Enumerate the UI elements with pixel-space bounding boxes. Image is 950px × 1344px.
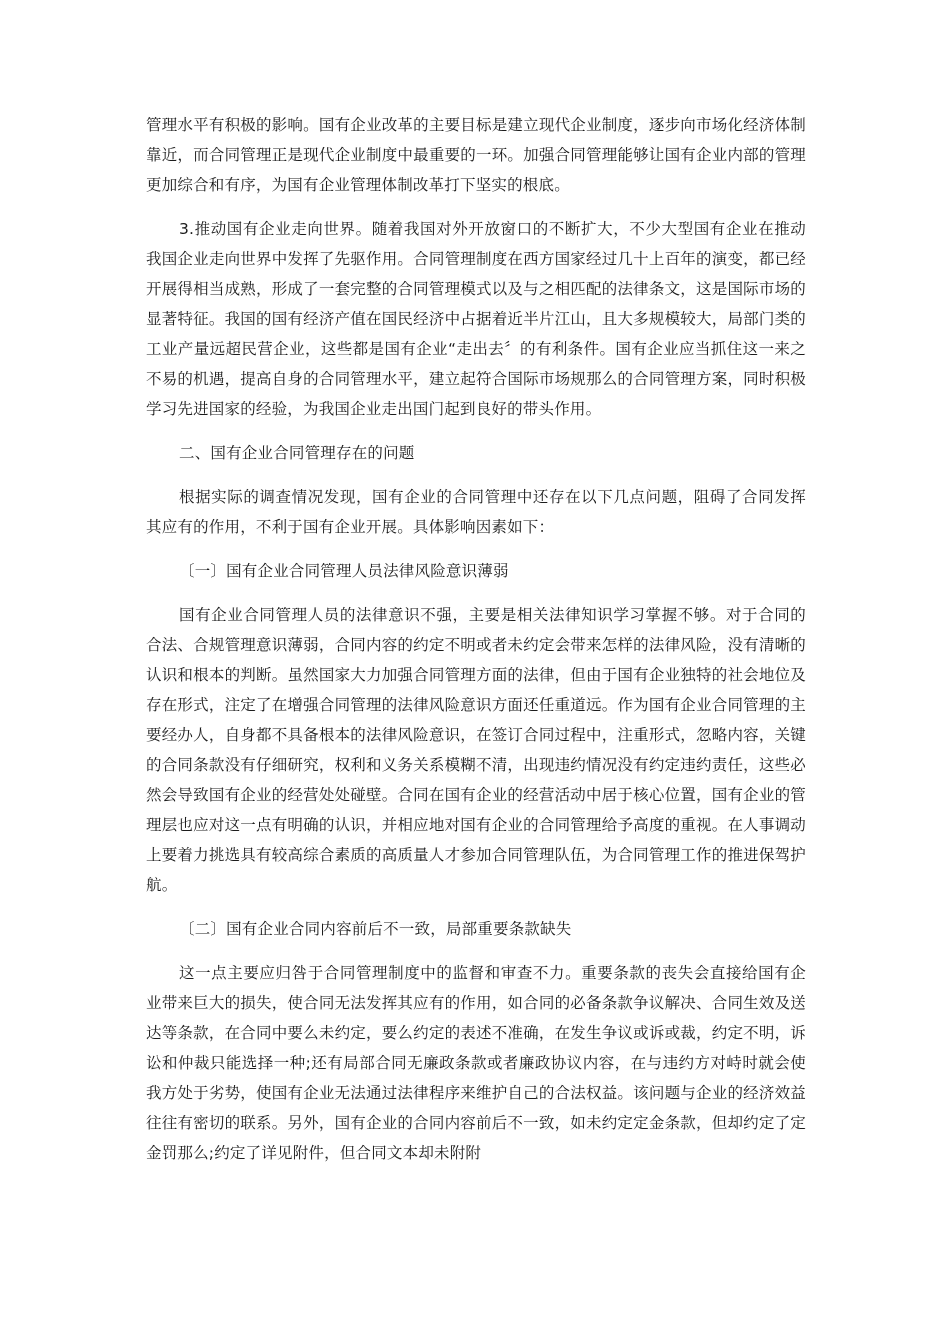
paragraph-continuation: 管理水平有积极的影响。国有企业改革的主要目标是建立现代企业制度，逐步向市场化经济体制靠近，而合同管理正是现代企业制度中最重要的一环。加强合同管理能够让国有企业内部的管理更加综合和有序，为国有企业管理体制改革打下坚实的根底。 — [146, 116, 806, 194]
paragraph-survey-intro: 根据实际的调查情况发现，国有企业的合同管理中还存在以下几点问题，阻碍了合同发挥其应有的作用，不利于国有企业开展。具体影响因素如下： — [146, 488, 806, 536]
subsection-heading-inconsistency: 〔二〕国有企业合同内容前后不一致，局部重要条款缺失 — [179, 920, 572, 938]
document-body — [146, 110, 806, 1182]
subsection-heading-legal-risk: 〔一〕国有企业合同管理人员法律风险意识薄弱 — [179, 562, 509, 580]
paragraph-legal-risk: 国有企业合同管理人员的法律意识不强，主要是相关法律知识学习掌握不够。对于合同的合法、合规管理意识薄弱，合同内容的约定不明或者未约定会带来怎样的法律风险，没有清晰的认识和根本的判断。虽然国家大力加强合同管理方面的法律，但由于国有企业独特的社会地位及存在形式，注定了在增强合同管理的法律风险意识方面还任重道远。作为国有企业合同管理的主要经办人，自身都不具备根本的法律风险意识，在签订合同过程中，注重形式，忽略内容，关键的合同条款没有仔细研究，权利和义务关系模糊不清，出现违约情况没有约定违约责任，这些必然会导致国有企业的经营处处碰壁。合同在国有企业的经营活动中居于核心位置，国有企业的管理层也应对这一点有明确的认识，并相应地对国有企业的合同管理给予高度的重视。在人事调动上要着力挑选具有较高综合素质的高质量人才参加合同管理队伍，为合同管理工作的推进保驾护航。 — [146, 606, 806, 894]
section-heading-problems: 二、国有企业合同管理存在的问题 — [179, 444, 415, 462]
paragraph-going-global: 3.推动国有企业走向世界。随着我国对外开放窗口的不断扩大，不少大型国有企业在推动我国企业走向世界中发挥了先驱作用。合同管理制度在西方国家经过几十上百年的演变，都已经开展得相当成熟，形成了一套完整的合同管理模式以及与之相匹配的法律条文，这是国际市场的显著特征。我国的国有经济产值在国民经济中占据着近半片江山，且大多规模较大，局部门类的工业产量远超民营企业，这些都是国有企业“走出去〞的有利条件。国有企业应当抓住这一来之不易的机遇，提高自身的合同管理水平，建立起符合国际市场规那么的合同管理方案，同时积极学习先进国家的经验，为我国企业走出国门起到良好的带头作用。 — [146, 220, 806, 418]
paragraph-inconsistency: 这一点主要应归咎于合同管理制度中的监督和审查不力。重要条款的丧失会直接给国有企业带来巨大的损失，使合同无法发挥其应有的作用，如合同的必备条款争议解决、合同生效及送达等条款，在合同中要么未约定，要么约定的表述不准确，在发生争议或诉或裁，约定不明，诉讼和仲裁只能选择一种;还有局部合同无廉政条款或者廉政协议内容，在与违约方对峙时就会使我方处于劣势，使国有企业无法通过法律程序来维护自己的合法权益。该问题与企业的经济效益往往有密切的联系。另外，国有企业的合同内容前后不一致，如未约定定金条款，但却约定了定金罚那么;约定了详见附件，但合同文本却未附附 — [146, 964, 806, 1162]
